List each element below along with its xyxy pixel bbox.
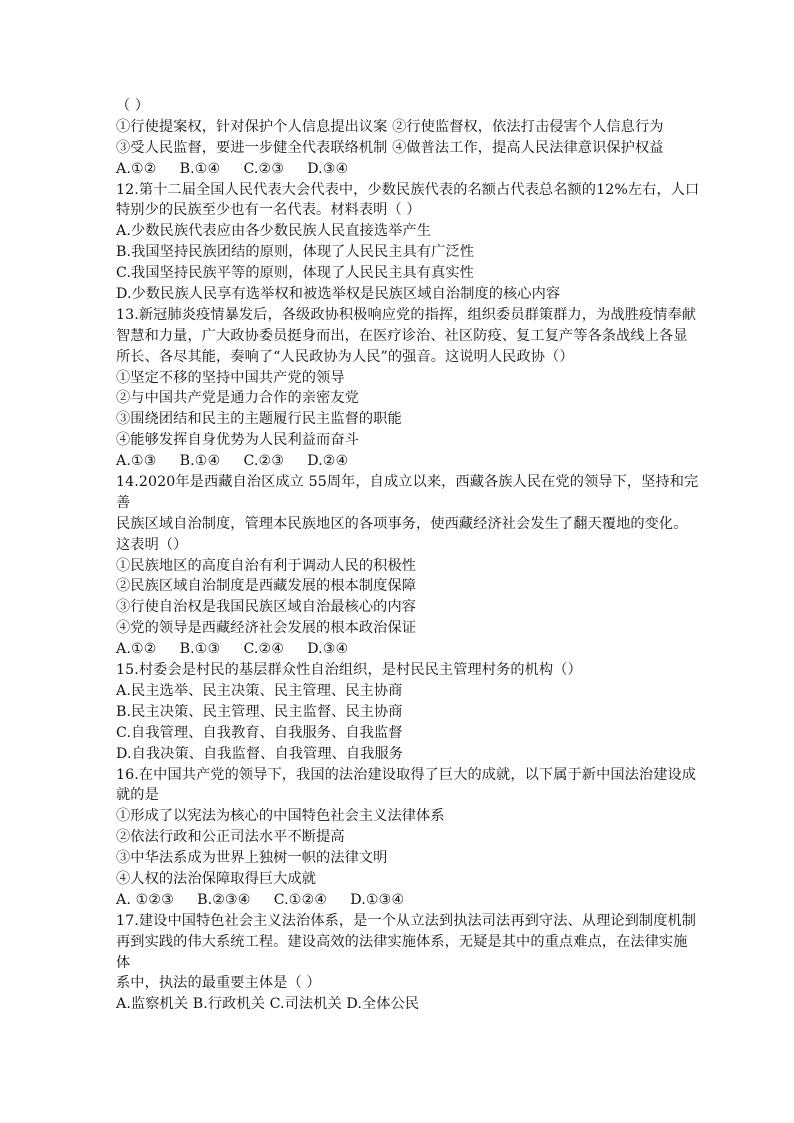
text-line: ②民族区域自治制度是西藏发展的根本制度保障 (116, 578, 417, 595)
text-line: C.自我管理、自我教育、自我服务、自我监督 (116, 724, 403, 741)
text-line: 12.第十二届全国人民代表大会代表中，少数民族代表的名额占代表总名额的12%左右，人口 (116, 181, 700, 198)
text-line: ①坚定不移的坚持中国共产党的领导 (116, 369, 345, 386)
text-line: 14.2020年是西藏自治区成立 55周年，自成立以来，西藏各族人民在党的领导下，坚持和完 (116, 474, 699, 491)
text-line: B.民主决策、民主管理、民主监督、民主协商 (116, 703, 403, 720)
text-line: 再到实践的伟大系统工程。建设高效的法律实施体系，无疑是其中的重点难点，在法律实施 (116, 933, 688, 950)
text-line: 13.新冠肺炎疫情暴发后，各级政协积极响应党的指挥，组织委员群策群力，为战胜疫情奉献 (116, 306, 697, 323)
text-line: （ ） (116, 98, 150, 114)
text-line: ④人权的法治保障取得巨大成就 (116, 870, 317, 887)
text-line: D.少数民族人民享有选举权和被选举权是民族区域自治制度的核心内容 (116, 286, 561, 303)
document-page (116, 96, 700, 1015)
text-line: ①民族地区的高度自治有利于调动人民的积极性 (116, 557, 417, 574)
text-line: ③行使自治权是我国民族区域自治最核心的内容 (116, 599, 417, 616)
text-line: ④党的领导是西藏经济社会发展的根本政治保证 (116, 620, 417, 637)
text-line: ①形成了以宪法为核心的中国特色社会主义法律体系 (116, 808, 445, 825)
text-line: 15.村委会是村民的基层群众性自治组织，是村民民主管理村务的机构（） (116, 662, 582, 679)
text-line: ③受人民监督，要进一步健全代表联络机制 ④做普法工作，提高人民法律意识保护权益 (116, 139, 664, 156)
text-line: A.监察机关 B.行政机关 C.司法机关 D.全体公民 (116, 996, 420, 1013)
text-line: 就的是 (116, 787, 159, 804)
text-line: 体 (116, 954, 131, 971)
text-line: A.①③ B.①④ C.②③ D.②④ (116, 453, 349, 470)
text-line: 智慧和力量，广大政协委员挺身而出，在医疗诊治、社区防疫、复工复产等各条战线上各显 (116, 327, 688, 344)
text-line: ③中华法系成为世界上独树一帜的法律文明 (116, 850, 388, 867)
text-line: A.少数民族代表应由各少数民族人民直接选举产生 (116, 223, 431, 240)
text-line: 16.在中国共产党的领导下，我国的法治建设取得了巨大的成就，以下属于新中国法治建设成 (116, 766, 697, 783)
text-line: ②依法行政和公正司法水平不断提高 (116, 829, 345, 846)
text-line: A.①② B.①④ C.②③ D.③④ (116, 160, 349, 177)
text-line: A. ①②③ B.②③④ C.①②④ D.①③④ (116, 891, 405, 908)
text-line: 系中，执法的最重要主体是（ ） (116, 975, 321, 992)
text-line: ①行使提案权，针对保护个人信息提出议案 ②行使监督权，依法打击侵害个人信息行为 (116, 118, 664, 135)
text-line: ②与中国共产党是通力合作的亲密友党 (116, 390, 359, 407)
text-line: 17.建设中国特色社会主义法治体系，是一个从立法到执法司法再到守法、从理论到制度机制 (116, 912, 697, 929)
text-line: ③围绕团结和民主的主题履行民主监督的职能 (116, 411, 402, 428)
text-line: 善 (116, 494, 131, 511)
text-line: C.我国坚持民族平等的原则，体现了人民民主具有真实性 (116, 265, 474, 282)
text-line: 特别少的民族至少也有一名代表。材料表明（ ） (116, 202, 421, 219)
text-line: A.①② B.①③ C.②④ D.③④ (116, 641, 349, 658)
text-line: 民族区域自治制度，管理本民族地区的各项事务，使西藏经济社会发生了翻天覆地的变化。 (116, 515, 688, 532)
text-line: ④能够发挥自身优势为人民利益而奋斗 (116, 432, 359, 449)
text-line: 这表明（） (116, 536, 188, 553)
text-line: 所长、各尽其能，奏响了“人民政协为人民”的强音。这说明人民政协（） (116, 348, 574, 365)
text-line: B.我国坚持民族团结的原则，体现了人民民主具有广泛性 (116, 244, 475, 261)
text-line: D.自我决策、自我监督、自我管理、自我服务 (116, 745, 404, 762)
text-line: A.民主选举、民主决策、民主管理、民主协商 (116, 682, 403, 699)
